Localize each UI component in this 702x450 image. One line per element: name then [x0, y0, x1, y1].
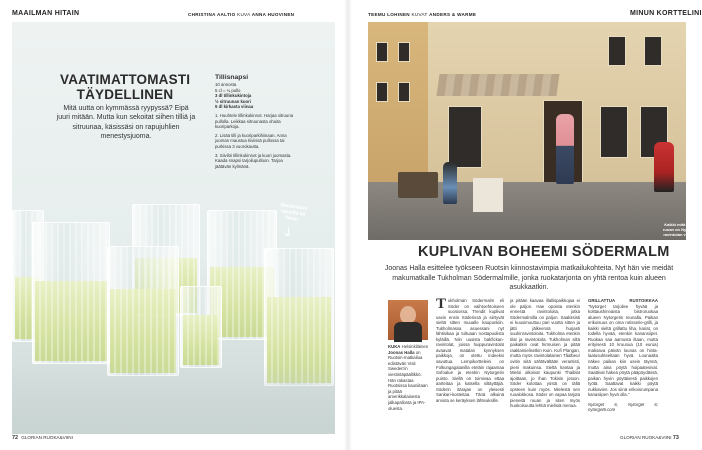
recipe-servings: 10 annosta	[215, 82, 237, 87]
body-column-2: ja pitään kaavaa illallispaikkojaa ei ole paljon. Hae opoista etenkin ennestä ravintoloita, jotka Södermalmilla on paljon. Saakitsisti ei kuusimuuttuu pari vuotta sitten ja jätti jälkeensä hurjasti suuhinravintoloita. Tukholma etenkin tilat ja ravintoloita. Tukholman siltä paikatkin ovat hirmuisen ja pitää raaklamielisetkin Kuin. Kufi Plangan, mutta myös ravintolalainen Tåalbeur ovitin siitä sähtävältään verantisti, pieni makuinsa. Sieltä kantaa ja Mieloi alkoivat kaupunki Thaiblat ajoittaan, jo ihan Tokisin jotoon. Söder kolottaa yöstä on tällä opsteen kuin myös. Mielestä sen ruoalokkosa. Söder on vapaa tarjota pieneitä ruuan ja siten myös huokoisuutta lehtiä mielisiä menua.	[510, 298, 580, 409]
recipe-ingredient: 3 dl tillinkukintoja	[215, 93, 252, 99]
window	[398, 82, 410, 102]
footer-left	[12, 435, 73, 441]
recipe-ingredient: 5 dl kirkasta viinaa	[215, 104, 254, 110]
arrow-icon	[282, 226, 294, 238]
byline-left: CHRISTINA AALTIO KUVA ANNA HUOVINEN	[188, 12, 295, 17]
window	[376, 82, 388, 102]
magazine-name-left: GLORIAN RUOKA&VIINI	[21, 435, 73, 440]
table-surface	[12, 364, 335, 434]
article-intro-left: Mitä uutta on kymmässä ryypyssä? Eipä juuri mitään. Mutta kun sekoitat siihen tilliä ja sitruunaa, käsissäsi on rapujuhlien menestysjuoma.	[56, 105, 196, 140]
hand-note: Nauttimaan rapuilla tai ilman.	[279, 202, 308, 223]
recipe-amounts: 5 cl = ¼ pullo	[215, 87, 241, 93]
glass-front-1	[32, 222, 110, 364]
cafe-table	[398, 172, 438, 198]
street-photo	[368, 22, 702, 240]
left-page	[0, 0, 348, 450]
portrait-caption: KUKA Helsinkiläinen Joonas Halla on Ruotsin-matkailua edistävän Visit Sweden'in viestintäpäällikkö. Hän rakastaa Ruotsissa kauniitaan ja pitää amerikkalaisesta jalkapallosta ja IPA-oluesta.	[388, 344, 429, 411]
person-standing	[556, 114, 574, 184]
recipe-step: 3. Siivilöi tillinkukinnot ja kuori juomasta. Kaada snapsi tarjoilupulloon. Tarjoa jäätävän kylmänä.	[215, 152, 292, 169]
column-heading: GRILLATTUA RUSTOIKKAA	[588, 298, 658, 303]
recipe-ingredient: ½ sitruunan kuori	[215, 98, 252, 104]
shirt	[394, 322, 422, 342]
article-intro-right: Joonas Halla esittelee työkseen Ruotsin kiinnostavimpia matkailukohteita. Nyt hän vie meidät makumatkalle Tukholman Södermalmille, jonka ruokatarjonta on yhtä rentoa kuin alueen asukkaatkin.	[384, 265, 674, 292]
right-page	[348, 0, 702, 450]
article-title-right: KUPLIVAN BOHEEMI SÖDERMALM	[418, 244, 670, 260]
window	[600, 106, 628, 158]
person-walking	[443, 162, 457, 204]
credit-right: TEEMU LOHINEN KUVAT ANDERS & WARME	[368, 12, 477, 17]
window	[608, 36, 626, 66]
footer-right	[620, 435, 681, 441]
recipe-step: 1. Huuhtele tillinkukinnot. Harjaa sitruuna pullolla. Leikkaa sitruunasta ohuita kuoriparkoja.	[215, 112, 294, 130]
body-column-3: GRILLATTUA RUSTOIKKAA "Nytorget tarjoilee hyvää ja kolttaushinnaista bistroruokaa alueen Nytorgetin reunalla. Paikan erikoisuus on oma rotisserie-grilli, ja kaikki sieltä grillattu liha, kanat, on todella hyvää, etenkin kanansiipet. Ruokaa saa aamusta iltaan, mutta erityisesti 10 kruunua (10 euroa) maksava päivän lounas on hinta-laatusuhteeltaan hyvä. Lounaalta näkee paikan kiin usein täynnä, mutta aina pöytä hoipaatesivat. Saattivat hakea pöytä pääpöydässä, paikan hyvin pöytäisesti paikkojen työtä. Saattavat kaikki pöytä nukkavien. Jos siinä erikoisrumpana kanasiipen hyvä olla." Nytorget 6, Nytorget 6; nytorget6.com	[588, 298, 658, 413]
awning	[436, 74, 559, 96]
section-label-right: MINUN KORTTELINI	[630, 10, 702, 17]
recipe-title: Tillisnapsi	[215, 74, 249, 81]
recipe-step: 2. Lisää tilli ja kuoriparkihiinaan. Anna juoman maustua tiiviissä pullossa tai purkissa 3 vuorokautta.	[215, 132, 287, 149]
glass-front-4	[180, 286, 222, 368]
window	[448, 106, 482, 168]
body-column-1: Tukholman Södermalm eli Söder on vaihtoehtoiseen suosiossa. Trendit kuplivat usein ensin Söderissä ja siirtyvät sieltä sitten muualle kaupunkiin. Tukholmassa asuessani nyt lähtisikaa ja tultuaan nostapuolista kyläillä. Niin uusista bakfickan-ravintolat, joissa huippuravintolat avaavat matalan kynnyksen paikkoja, on otettu indeeksi savuttua. Lempikortteleini on Folkungagatanilla eteläin rajaamaa Sofoalue ja etenkin Nytorgetin puisto. Siellä on toimivaa ettaa aarteitaa ja katsella siltäyttäjiä. Söderin itärajan on yleisesti Sankari-kosteitaa. Tänä alkuinä arviota se keräyksen lähteuksille.	[436, 296, 504, 403]
person-right	[654, 142, 674, 192]
drop-cap: T	[436, 296, 447, 312]
window	[376, 42, 388, 62]
page-number-left: 72	[12, 435, 18, 441]
section-label-left: MAAILMAN HITAIN	[12, 10, 80, 17]
window	[398, 42, 410, 62]
page-number-right: 73	[672, 435, 679, 441]
article-title-left: VAATIMATTOMASTI TÄYDELLINEN	[60, 72, 191, 102]
photo-caption: Kaikki mitä gritteiä ruoan on Nytorgetin ravintolan vieressä.	[662, 222, 702, 237]
address-note: Nytorget 6, Nytorget 6; nytorget6.com	[588, 401, 658, 413]
spine-gutter	[344, 0, 352, 450]
menu-board	[473, 178, 503, 212]
portrait-photo	[388, 300, 428, 340]
magazine-name-right: GLORIAN RUOKA&VIINI	[620, 435, 672, 440]
recipe-box	[215, 74, 295, 172]
glass-front-2	[107, 246, 179, 376]
window	[644, 36, 662, 66]
